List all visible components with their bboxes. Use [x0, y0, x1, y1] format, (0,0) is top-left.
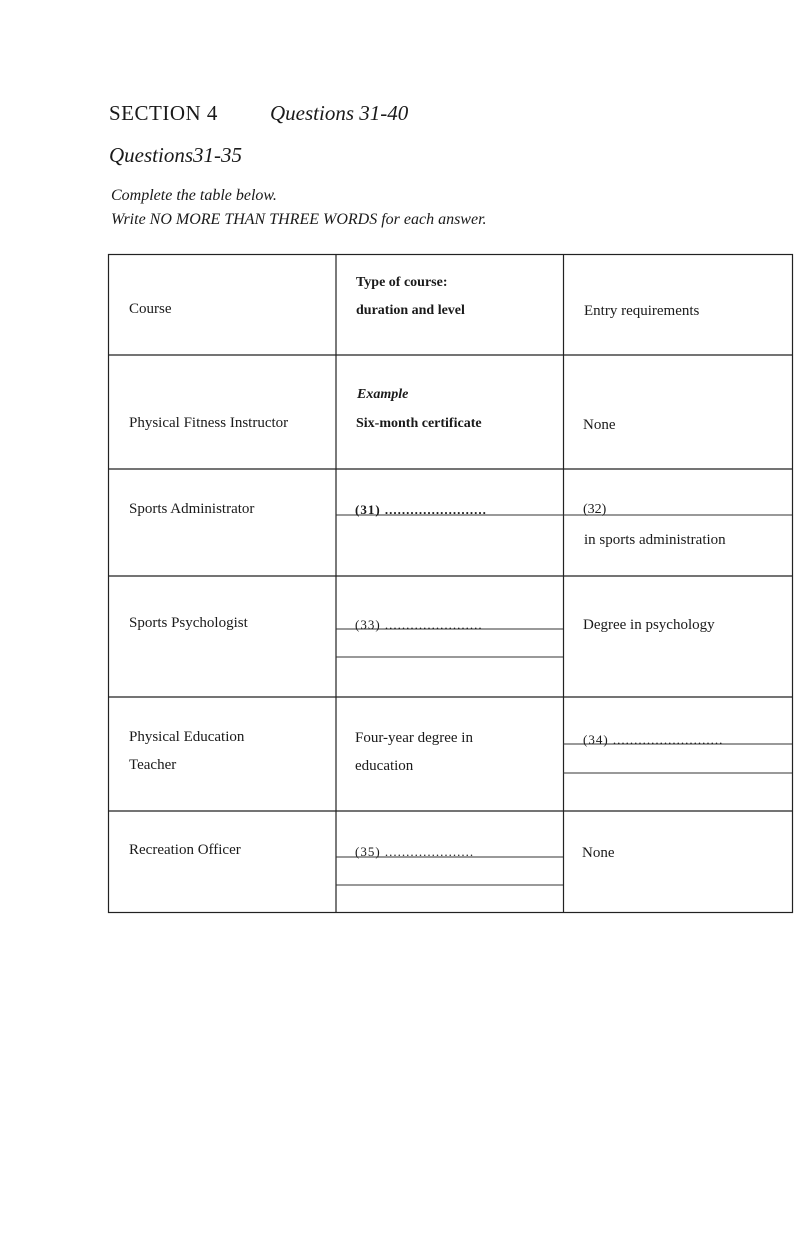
answer-35-field[interactable]: (35) .....................: [355, 844, 475, 859]
questions-subrange: Questions31-35: [109, 143, 242, 167]
row2-entry-extra: in sports administration: [584, 532, 726, 548]
row4-type-line1: Four-year degree in: [355, 730, 473, 746]
answer-34-field[interactable]: (34) ..........................: [583, 732, 724, 747]
row1-entry: None: [583, 417, 616, 433]
row4-course-line1: Physical Education: [129, 729, 245, 745]
answer-32-field[interactable]: (32): [583, 502, 607, 517]
answer-31-field[interactable]: (31) ........................: [355, 502, 487, 517]
instruction-line-1: Complete the table below.: [111, 187, 277, 204]
row4-type-line2: education: [355, 758, 414, 774]
row2-course: Sports Administrator: [129, 501, 255, 517]
header-type-line2: duration and level: [356, 303, 465, 318]
header-course: Course: [129, 301, 172, 317]
row1-type: Six-month certificate: [356, 416, 482, 431]
row4-course-line2: Teacher: [129, 757, 177, 773]
row1-example-label: Example: [357, 387, 409, 402]
row3-entry: Degree in psychology: [583, 617, 715, 633]
row5-entry: None: [582, 845, 615, 861]
section-title: SECTION 4: [109, 101, 218, 125]
instruction-line-2: Write NO MORE THAN THREE WORDS for each answer.: [111, 211, 487, 228]
row5-course: Recreation Officer: [129, 842, 241, 858]
header-type-line1: Type of course:: [356, 275, 448, 290]
row3-course: Sports Psychologist: [129, 615, 248, 631]
answer-33-field[interactable]: (33) .......................: [355, 617, 483, 632]
questions-range: Questions 31-40: [270, 101, 409, 125]
header-entry: Entry requirements: [584, 303, 700, 319]
row1-course: Physical Fitness Instructor: [129, 415, 289, 431]
